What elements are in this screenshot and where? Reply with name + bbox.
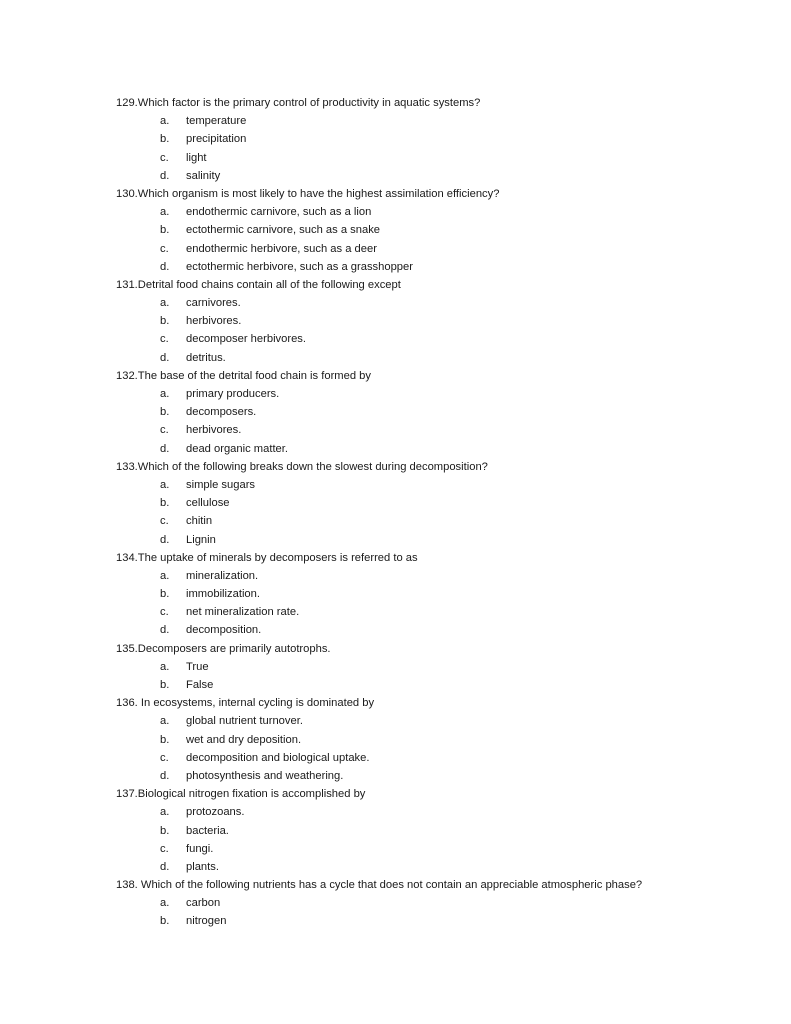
- option-letter: a.: [160, 715, 170, 728]
- question-text: Detrital food chains contain all of the following except: [137, 278, 401, 291]
- answer-option: [116, 567, 756, 585]
- option-letter: a.: [160, 206, 170, 219]
- question-stem: [116, 367, 756, 385]
- option-text: bacteria.: [186, 824, 229, 837]
- option-text: light: [186, 151, 207, 164]
- question-stem: [116, 94, 756, 112]
- question-stem: [116, 458, 756, 476]
- option-letter: b.: [160, 915, 170, 928]
- option-letter: c.: [160, 424, 169, 437]
- answer-option: [116, 621, 756, 639]
- answer-option: [116, 203, 756, 221]
- option-text: net mineralization rate.: [186, 606, 300, 619]
- answer-option: [116, 749, 756, 767]
- option-text: fungi.: [186, 842, 214, 855]
- option-letter: b.: [160, 315, 170, 328]
- answer-option: [116, 585, 756, 603]
- question-135: [116, 640, 756, 695]
- answer-option: [116, 476, 756, 494]
- option-letter: d.: [160, 442, 170, 455]
- question-number: 135.: [116, 642, 138, 655]
- answer-option: [116, 330, 756, 348]
- answer-option: [116, 149, 756, 167]
- answer-option: [116, 494, 756, 512]
- question-list: [116, 94, 756, 931]
- option-letter: c.: [160, 333, 169, 346]
- option-letter: d.: [160, 169, 170, 182]
- option-text: False: [186, 679, 214, 691]
- option-letter: a.: [160, 478, 170, 491]
- question-137: [116, 785, 756, 876]
- option-letter: a.: [160, 115, 170, 128]
- answer-option: [116, 531, 756, 549]
- answer-option: [116, 167, 756, 185]
- answer-option: [116, 803, 756, 821]
- option-text: global nutrient turnover.: [186, 715, 303, 728]
- option-letter: a.: [160, 388, 170, 400]
- option-text: carbon: [186, 897, 221, 910]
- question-134: [116, 549, 756, 640]
- option-letter: b.: [160, 133, 170, 146]
- option-letter: c.: [160, 751, 169, 764]
- answer-option: [116, 240, 756, 258]
- question-number: 133.: [116, 460, 138, 473]
- question-136: [116, 694, 756, 785]
- option-text: chitin: [186, 515, 213, 528]
- option-letter: b.: [160, 224, 170, 237]
- option-letter: a.: [160, 897, 170, 910]
- option-list: [116, 712, 756, 785]
- option-letter: c.: [160, 606, 169, 619]
- question-number: 137.: [116, 788, 138, 801]
- question-number: 136.: [116, 697, 138, 710]
- answer-option: [116, 658, 756, 676]
- option-text: wet and dry deposition.: [186, 733, 302, 746]
- answer-option: [116, 767, 756, 785]
- option-letter: a.: [160, 806, 170, 819]
- answer-option: [116, 349, 756, 367]
- option-list: [116, 567, 756, 640]
- option-text: detritus.: [186, 351, 226, 364]
- option-list: [116, 294, 756, 367]
- question-text: Which of the following breaks down the slowest during decomposition?: [137, 460, 488, 473]
- option-letter: a.: [160, 297, 170, 310]
- option-text: simple sugars: [186, 478, 256, 491]
- question-stem: [116, 876, 756, 894]
- answer-option: [116, 894, 756, 912]
- option-text: primary producers.: [186, 388, 280, 400]
- option-letter: d.: [160, 860, 170, 873]
- answer-option: [116, 858, 756, 876]
- question-text: The uptake of minerals by decomposers is referred to as: [137, 551, 418, 564]
- question-132: [116, 367, 756, 458]
- option-text: precipitation: [186, 133, 247, 146]
- option-text: protozoans.: [186, 806, 245, 819]
- answer-option: [116, 112, 756, 130]
- option-letter: c.: [160, 515, 169, 528]
- question-text: Which of the following nutrients has a cycle that does not contain an appreciable atmospheric phase?: [137, 879, 643, 892]
- option-text: decomposer herbivores.: [186, 333, 307, 346]
- option-text: decomposition and biological uptake.: [186, 751, 370, 764]
- question-number: 129.: [116, 97, 138, 109]
- question-text: In ecosystems, internal cycling is dominated by: [137, 697, 375, 710]
- answer-option: [116, 403, 756, 421]
- question-stem: [116, 694, 756, 712]
- option-letter: b.: [160, 679, 170, 691]
- question-stem: [116, 640, 756, 658]
- question-number: 130.: [116, 187, 138, 200]
- option-text: cellulose: [186, 497, 230, 510]
- answer-option: [116, 712, 756, 730]
- option-text: temperature: [186, 115, 247, 128]
- question-number: 138.: [116, 879, 138, 892]
- option-text: carnivores.: [186, 297, 241, 310]
- option-letter: b.: [160, 588, 170, 601]
- option-text: decomposers.: [186, 406, 257, 419]
- answer-option: [116, 385, 756, 403]
- answer-option: [116, 421, 756, 439]
- option-text: herbivores.: [186, 424, 242, 437]
- question-stem: [116, 785, 756, 803]
- option-text: endothermic herbivore, such as a deer: [186, 242, 377, 255]
- option-letter: c.: [160, 842, 169, 855]
- option-letter: a.: [160, 569, 170, 582]
- answer-option: [116, 130, 756, 148]
- option-text: immobilization.: [186, 588, 260, 601]
- option-text: ectothermic carnivore, such as a snake: [186, 224, 381, 237]
- option-text: nitrogen: [186, 915, 227, 928]
- option-letter: b.: [160, 497, 170, 510]
- question-text: Which factor is the primary control of productivity in aquatic systems?: [137, 97, 481, 109]
- option-text: Lignin: [186, 533, 216, 546]
- answer-option: [116, 840, 756, 858]
- answer-option: [116, 512, 756, 530]
- answer-option: [116, 912, 756, 930]
- question-text: Biological nitrogen fixation is accomplished by: [137, 788, 366, 801]
- question-133: [116, 458, 756, 549]
- question-stem: [116, 276, 756, 294]
- question-stem: [116, 549, 756, 567]
- option-text: decomposition.: [186, 624, 262, 637]
- option-letter: b.: [160, 824, 170, 837]
- question-text: Decomposers are primarily autotrophs.: [137, 642, 331, 655]
- answer-option: [116, 822, 756, 840]
- option-list: [116, 894, 756, 930]
- option-letter: d.: [160, 624, 170, 637]
- option-letter: d.: [160, 769, 170, 782]
- question-130: [116, 185, 756, 276]
- option-text: ectothermic herbivore, such as a grasshopper: [186, 260, 413, 273]
- answer-option: [116, 731, 756, 749]
- option-letter: b.: [160, 406, 170, 419]
- option-list: [116, 203, 756, 276]
- question-text: The base of the detrital food chain is formed by: [137, 369, 371, 382]
- option-letter: c.: [160, 242, 169, 255]
- option-letter: d.: [160, 533, 170, 546]
- option-text: herbivores.: [186, 315, 242, 328]
- option-letter: b.: [160, 733, 170, 746]
- option-list: [116, 476, 756, 549]
- option-list: [116, 803, 756, 876]
- question-number: 132.: [116, 369, 138, 382]
- option-text: True: [186, 660, 209, 673]
- question-number: 131.: [116, 278, 138, 291]
- option-text: salinity: [186, 169, 221, 182]
- option-text: dead organic matter.: [186, 442, 288, 455]
- option-list: [116, 112, 756, 185]
- option-letter: c.: [160, 151, 169, 164]
- answer-option: [116, 221, 756, 239]
- option-letter: a.: [160, 660, 170, 673]
- option-text: endothermic carnivore, such as a lion: [186, 206, 372, 219]
- answer-option: [116, 258, 756, 276]
- question-stem: [116, 185, 756, 203]
- question-number: 134.: [116, 551, 138, 564]
- option-letter: d.: [160, 260, 170, 273]
- option-list: [116, 385, 756, 458]
- answer-option: [116, 294, 756, 312]
- option-list: [116, 658, 756, 694]
- question-text: Which organism is most likely to have the highest assimilation efficiency?: [137, 187, 500, 200]
- answer-option: [116, 440, 756, 458]
- option-text: photosynthesis and weathering.: [186, 769, 344, 782]
- option-text: plants.: [186, 860, 219, 873]
- option-letter: d.: [160, 351, 170, 364]
- answer-option: [116, 676, 756, 694]
- answer-option: [116, 603, 756, 621]
- question-129: [116, 94, 756, 185]
- option-text: mineralization.: [186, 569, 259, 582]
- question-131: [116, 276, 756, 367]
- question-138: [116, 876, 756, 931]
- answer-option: [116, 312, 756, 330]
